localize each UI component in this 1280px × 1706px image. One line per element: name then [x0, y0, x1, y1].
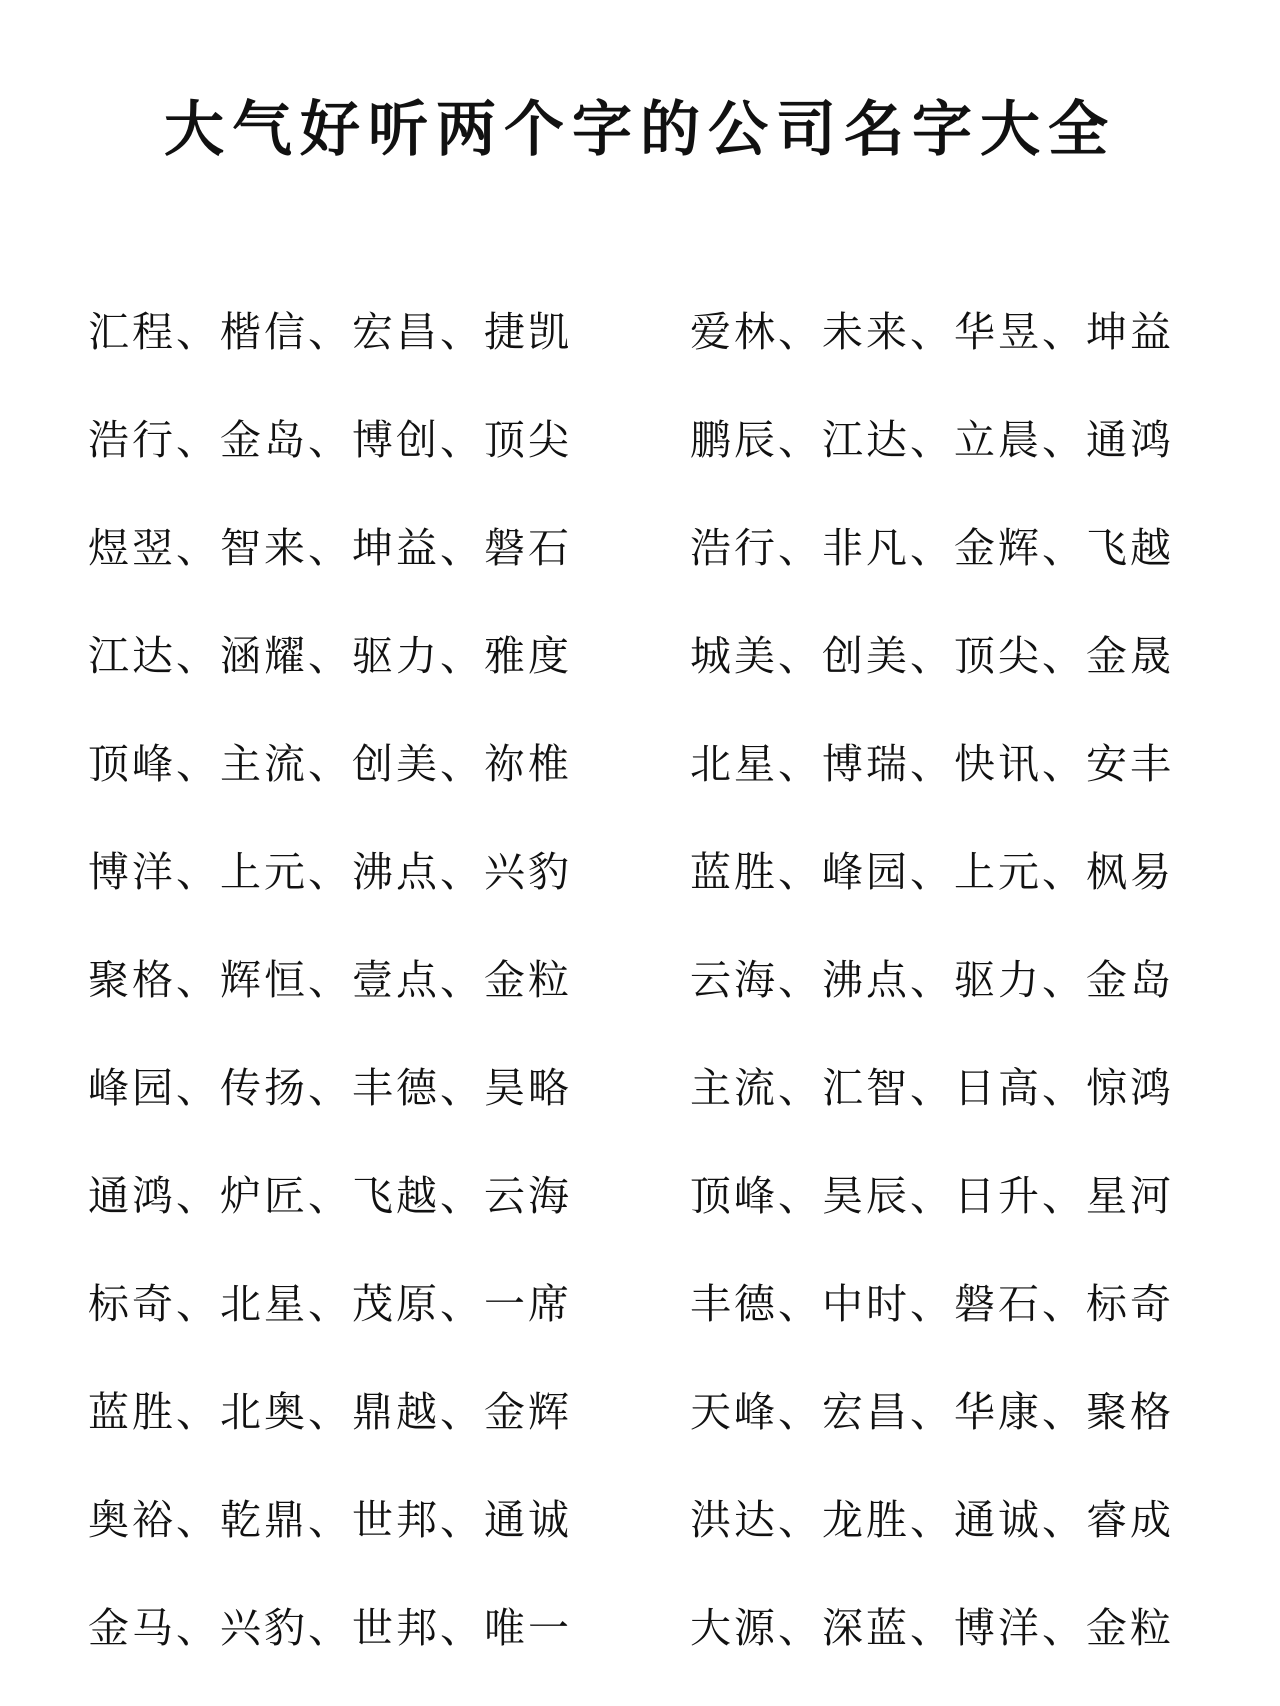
list-row: [0, 410, 1280, 518]
list-row: [0, 302, 1280, 410]
name-group-right: 大源、深蓝、博洋、金粒: [690, 1604, 1174, 1652]
name-group-left: 通鸿、炉匠、飞越、云海: [88, 1172, 572, 1220]
name-group-left: 汇程、楷信、宏昌、捷凯: [88, 308, 572, 356]
name-group-right: 爱林、未来、华昱、坤益: [690, 308, 1174, 356]
list-row: [0, 1490, 1280, 1598]
name-group-left: 浩行、金岛、博创、顶尖: [88, 416, 572, 464]
page-title: 大气好听两个字的公司名字大全: [164, 95, 1116, 165]
name-group-left: 顶峰、主流、创美、祢椎: [88, 740, 572, 788]
name-group-left: 聚格、辉恒、壹点、金粒: [88, 956, 572, 1004]
name-group-right: 城美、创美、顶尖、金晟: [690, 632, 1174, 680]
list-row: [0, 1274, 1280, 1382]
name-group-right: 顶峰、昊辰、日升、星河: [690, 1172, 1174, 1220]
list-row: [0, 1058, 1280, 1166]
list-row: [0, 518, 1280, 626]
name-group-right: 北星、博瑞、快讯、安丰: [690, 740, 1174, 788]
name-group-right: 洪达、龙胜、通诚、睿成: [690, 1496, 1174, 1544]
name-group-right: 浩行、非凡、金辉、飞越: [690, 524, 1174, 572]
name-group-right: 蓝胜、峰园、上元、枫易: [690, 848, 1174, 896]
name-group-right: 天峰、宏昌、华康、聚格: [690, 1388, 1174, 1436]
name-group-left: 博洋、上元、沸点、兴豹: [88, 848, 572, 896]
list-row: [0, 1598, 1280, 1706]
list-row: [0, 734, 1280, 842]
name-group-left: 标奇、北星、茂原、一席: [88, 1280, 572, 1328]
name-group-left: 峰园、传扬、丰德、昊略: [88, 1064, 572, 1112]
list-row: [0, 1166, 1280, 1274]
name-list: [0, 302, 1280, 1706]
list-row: [0, 1382, 1280, 1490]
name-group-left: 煜翌、智来、坤益、磐石: [88, 524, 572, 572]
name-group-right: 鹏辰、江达、立晨、通鸿: [690, 416, 1174, 464]
name-group-left: 蓝胜、北奥、鼎越、金辉: [88, 1388, 572, 1436]
name-group-left: 奥裕、乾鼎、世邦、通诚: [88, 1496, 572, 1544]
name-group-right: 云海、沸点、驱力、金岛: [690, 956, 1174, 1004]
name-group-right: 主流、汇智、日高、惊鸿: [690, 1064, 1174, 1112]
name-group-left: 江达、涵耀、驱力、雅度: [88, 632, 572, 680]
name-group-right: 丰德、中时、磐石、标奇: [690, 1280, 1174, 1328]
list-row: [0, 950, 1280, 1058]
name-group-left: 金马、兴豹、世邦、唯一: [88, 1604, 572, 1652]
list-row: [0, 626, 1280, 734]
list-row: [0, 842, 1280, 950]
